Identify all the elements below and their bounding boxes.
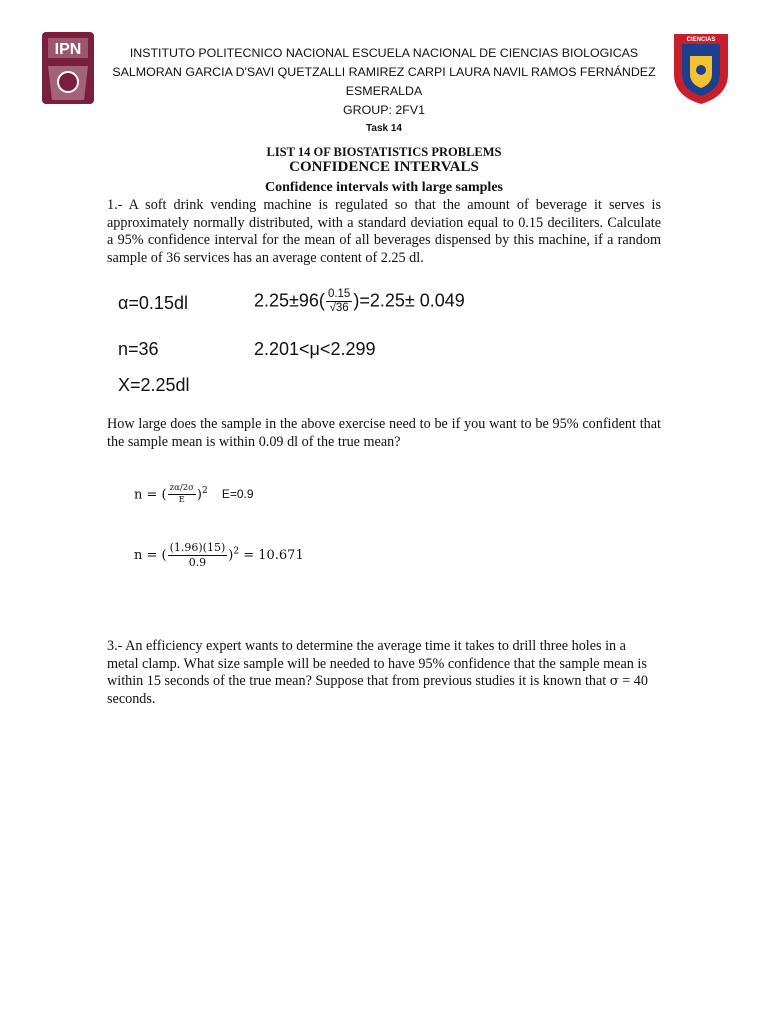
- document-header: [110, 44, 658, 136]
- header-group: GROUP: 2FV1: [343, 103, 425, 117]
- problem-2-text: How large does the sample in the above exercise need to be if you want to be 95% confident that the sample mean is within 0.09 dl of the true mean?: [107, 416, 661, 450]
- calc-denominator: 0.9: [188, 556, 207, 569]
- ci-denominator: √36: [329, 302, 349, 314]
- ci-numerator: 0.15: [327, 288, 351, 300]
- calc-result: = 10.671: [239, 548, 304, 563]
- header-authors-cont: ESMERALDA: [345, 84, 423, 98]
- calc-fraction: [168, 541, 228, 570]
- header-institution: INSTITUTO POLITECNICO NACIONAL ESCUELA NACIONAL DE CIENCIAS BIOLOGICAS: [129, 46, 639, 60]
- error-value: E=0.9: [221, 487, 254, 502]
- encb-logo-text: CIENCIAS: [686, 37, 716, 43]
- formula-exponent: 2: [201, 486, 208, 496]
- subtopic-title: Confidence intervals with large samples: [265, 180, 503, 195]
- formula-lhs: n = (: [134, 487, 167, 503]
- sample-size-calculation: [134, 541, 304, 570]
- sample-size-formula: [134, 482, 254, 506]
- ipn-logo: [38, 30, 98, 106]
- problem-3: [107, 638, 661, 708]
- calc-exponent: 2: [233, 546, 240, 557]
- ci-fraction: [326, 288, 352, 315]
- alpha-value: α=0.15dl: [118, 293, 188, 313]
- list-title: LIST 14 OF BIOSTATISTICS PROBLEMS: [266, 145, 502, 159]
- formula-numerator: zα/2σ: [169, 483, 194, 494]
- sigma-symbol: σ: [609, 674, 619, 690]
- calc-rhs: ): [228, 548, 234, 563]
- problem-1-text: 1.- A soft drink vending machine is regulated so that the amount of beverage it serves is approximately normally distributed, with a standard deviation equal to 0.15 deciliters. Calculate a 95% confidence interval for the mean of all beverages dispensed by this machine, if a random sample of 36 services has an average content of 2.25 dl.: [107, 197, 661, 266]
- formula-fraction: [168, 483, 196, 506]
- ci-calculation: [254, 288, 465, 315]
- calc-numerator: (1.96)(15): [169, 541, 226, 554]
- header-authors: SALMORAN GARCIA D'SAVI QUETZALLI RAMIREZ CARPI LAURA NAVIL RAMOS FERNÁNDEZ: [112, 65, 656, 79]
- formula-rhs: ): [196, 487, 202, 503]
- encb-logo: [668, 30, 734, 106]
- ci-suffix: )=2.25± 0.049: [353, 290, 465, 311]
- header-task: Task 14: [366, 123, 402, 134]
- titles-block: [106, 145, 662, 197]
- ipn-logo-text: IPN: [54, 41, 82, 58]
- confidence-interval: 2.201<μ<2.299: [254, 339, 376, 359]
- problem-3-tail: = 40 seconds.: [107, 673, 648, 707]
- calc-lhs: n = (: [134, 548, 167, 563]
- sample-size: n=36: [118, 339, 159, 359]
- problem-3-text: 3.- An efficiency expert wants to determine the average time it takes to drill three holes in a metal clamp. What size sample will be needed to have 95% confidence that the sample mean is within 15 seconds of the true mean? Suppose that from previous studies it is known that: [107, 638, 647, 690]
- sample-mean: X=2.25dl: [118, 375, 190, 395]
- ci-prefix: 2.25±96(: [254, 290, 325, 311]
- topic-title: CONFIDENCE INTERVALS: [289, 159, 479, 175]
- formula-denominator: E: [178, 495, 185, 506]
